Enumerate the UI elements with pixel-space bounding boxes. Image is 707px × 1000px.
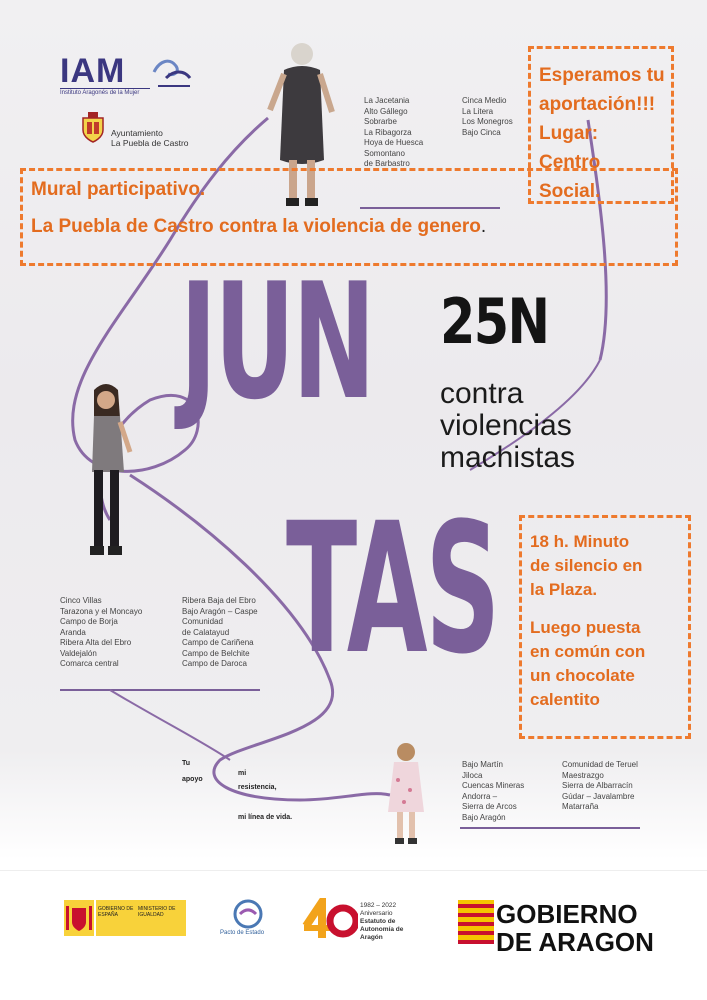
callout-box-mural: [20, 168, 678, 266]
region-item: Cinca Medio: [462, 96, 507, 105]
region-item: Cuencas Mineras: [462, 781, 525, 790]
gobierno-line2: DE ARAGON: [496, 927, 654, 957]
region-item: Campo de Cariñena: [182, 638, 254, 647]
anniversary-line: 1982 – 2022: [360, 902, 397, 909]
gobierno-line1: GOBIERNO: [496, 899, 638, 929]
mural-period: .: [480, 216, 487, 237]
region-item: de Calatayud: [182, 627, 230, 637]
region-list-mid-left: [60, 596, 142, 670]
region-item: Comunidad de Teruel: [562, 760, 638, 769]
mural-town: La Puebla de Castro: [31, 216, 214, 237]
region-item: Bajo Aragón – Caspe: [182, 606, 258, 616]
title-subtitle: [440, 378, 575, 474]
region-item: Campo de Borja: [60, 617, 118, 626]
region-item: Jiloca: [462, 770, 483, 780]
region-item: Cinco Villas: [60, 596, 102, 605]
ayuntamiento-shield-icon: [80, 112, 106, 144]
callout-line: Lugar:: [539, 123, 599, 144]
region-item: Valdejalón: [60, 648, 97, 658]
schedule-line: de silencio en: [530, 556, 643, 575]
subtitle-line: contra: [440, 377, 524, 410]
region-item: Maestrazgo: [562, 770, 604, 780]
iam-logo-subtitle: Instituto Aragonés de la Mujer: [60, 88, 150, 96]
aragon-flag-icon: [458, 900, 494, 944]
little-girl-figure: [384, 740, 428, 848]
region-item: Somontano: [364, 148, 405, 158]
region-item: Sierra de Arcos: [462, 802, 517, 811]
region-item: Sierra de Albarracín: [562, 781, 633, 790]
igualdad-ministry-label: MINISTERIO DE IGUALDAD: [138, 906, 176, 918]
region-item: Bajo Cinca: [462, 127, 501, 137]
mural-subheading: [31, 216, 675, 238]
schedule-gap: [530, 602, 688, 616]
region-item: Ribera Alta del Ebro: [60, 638, 132, 647]
footer-divider: [0, 870, 707, 871]
mural-heading: Mural participativo.: [31, 179, 206, 200]
iam-hands-icon: [150, 52, 194, 92]
title-date: 25N: [440, 285, 549, 358]
gobierno-aragon-logo: [496, 900, 654, 956]
callout-line: Esperamos tu: [539, 65, 665, 86]
title-tas: TAS: [286, 485, 499, 694]
spain-ministry-label: GOBIERNO DE ESPAÑA: [98, 906, 134, 918]
region-item: Tarazona y el Moncayo: [60, 606, 143, 616]
schedule-line: un chocolate: [530, 666, 635, 685]
ayuntamiento-line2: La Puebla de Castro: [111, 138, 189, 148]
schedule-line: calentito: [530, 690, 600, 709]
region-item: Los Monegros: [462, 117, 513, 126]
anniversary-line: Estatuto de: [360, 918, 396, 925]
anniversary-label: [360, 902, 403, 942]
region-item: Campo de Daroca: [182, 659, 247, 668]
anniversary-line: Autonomía de: [360, 926, 404, 933]
region-list-top-left: [364, 96, 423, 170]
region-item: Matarraña: [562, 802, 599, 811]
region-item: Campo de Belchite: [182, 648, 250, 658]
anniversary-line: Aniversario: [360, 910, 393, 917]
region-item: La Litera: [462, 106, 494, 116]
region-item: Alto Gállego: [364, 106, 408, 116]
region-item: La Jacetania: [364, 96, 410, 105]
region-item: Bajo Aragón: [462, 812, 506, 822]
tagline-linea: mi línea de vida.: [238, 814, 293, 821]
teen-figure: [80, 382, 140, 566]
region-item: La Ribagorza: [364, 127, 412, 137]
ayuntamiento-label: [111, 128, 189, 148]
anniversary-line: Aragón: [360, 934, 383, 941]
region-item: Gúdar – Javalambre: [562, 791, 635, 801]
region-item: de Barbastro: [364, 159, 410, 168]
iam-logo-text: IAM: [60, 52, 126, 90]
tagline-resistencia: resistencia,: [238, 784, 277, 791]
callout-line: Centro: [539, 152, 601, 173]
subtitle-line: machistas: [440, 441, 576, 474]
region-list-top-right: [462, 96, 513, 138]
title-jun: JUN: [180, 248, 374, 435]
region-item: Bajo Martín: [462, 760, 503, 769]
subtitle-line: violencias: [440, 409, 572, 442]
tagline-mi: mi: [238, 770, 247, 777]
schedule-line: Luego puesta: [530, 618, 641, 637]
callout-box-schedule: [519, 515, 691, 739]
region-item: Ribera Baja del Ebro: [182, 596, 256, 605]
region-item: Sobrarbe: [364, 117, 397, 126]
region-item: Comarca central: [60, 659, 119, 668]
region-item: Andorra –: [462, 791, 498, 801]
pacto-estado-icon: [228, 898, 268, 930]
pacto-estado-label: Pacto de Estado: [220, 930, 265, 936]
callout-line: Social.: [539, 181, 601, 202]
tagline-apoyo: apoyo: [182, 776, 203, 783]
anniversary-40-icon: [302, 898, 358, 944]
region-item: Aranda: [60, 627, 86, 637]
callout-line: aportación!!!: [539, 94, 656, 115]
mural-cause: contra la violencia de genero: [218, 216, 481, 237]
schedule-line: 18 h. Minuto: [530, 532, 630, 551]
region-list-bottom-left: [462, 760, 524, 823]
ayuntamiento-line1: Ayuntamiento: [111, 128, 163, 138]
spain-coat-of-arms-icon: [64, 900, 94, 936]
schedule-line: en común con: [530, 642, 646, 661]
region-list-mid-right: [182, 596, 258, 670]
region-list-bottom-right: [562, 760, 638, 813]
tagline-tu: Tu: [182, 760, 191, 767]
region-item: Comunidad: [182, 617, 223, 626]
schedule-line: la Plaza.: [530, 580, 598, 599]
region-item: Hoya de Huesca: [364, 138, 424, 147]
